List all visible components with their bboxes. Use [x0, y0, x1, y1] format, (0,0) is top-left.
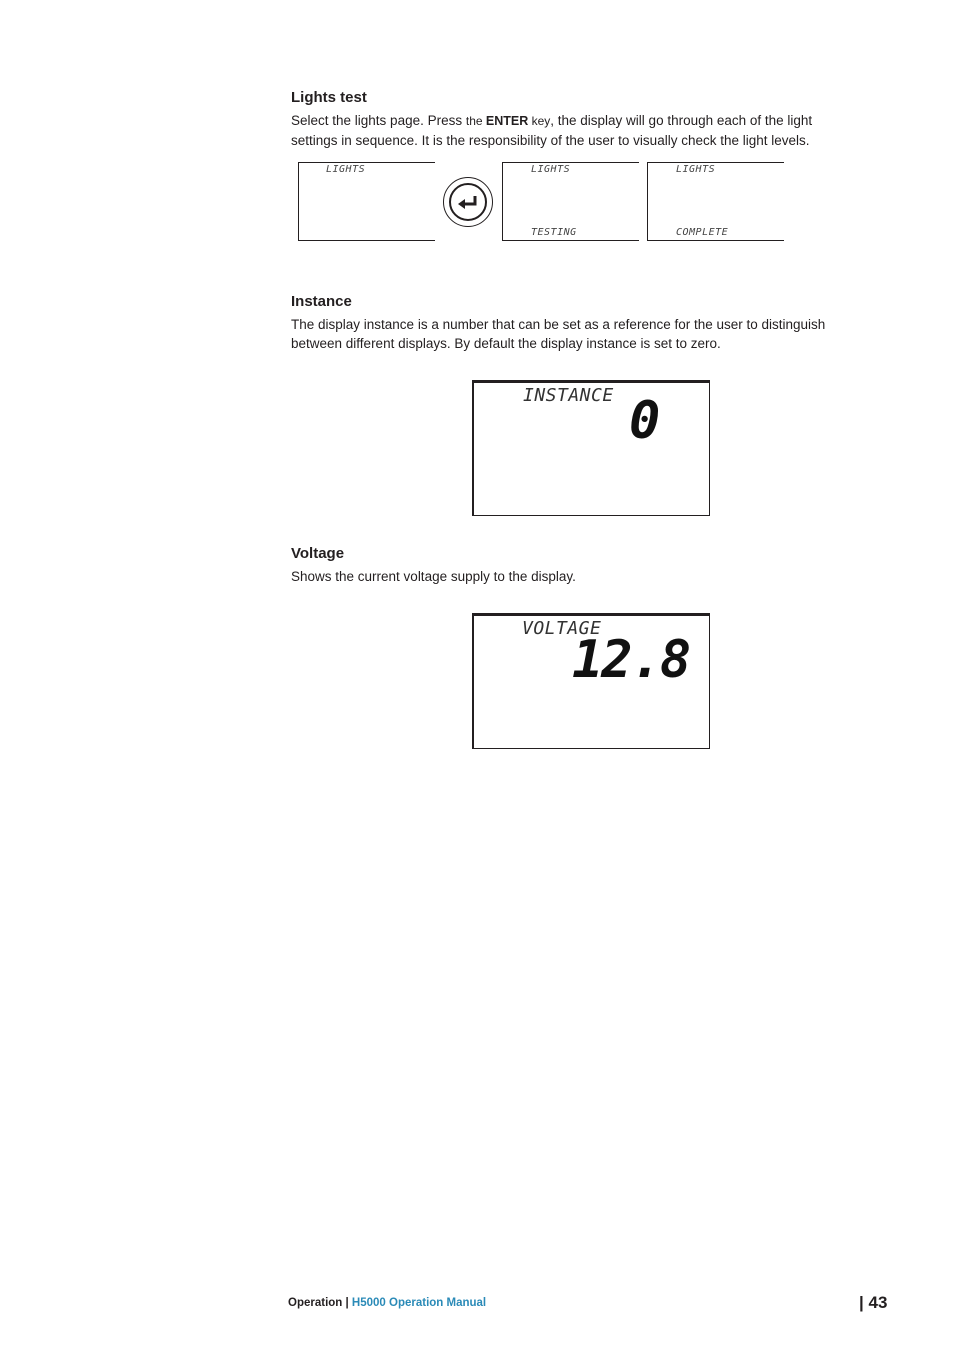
lcd-screen-lights: [298, 162, 435, 241]
page-footer: Operation | H5000 Operation Manual: [288, 1297, 487, 1309]
lights-test-heading: Lights test: [291, 89, 367, 106]
enter-arrow-icon: [455, 191, 483, 215]
lcd-screen-lights-complete: [647, 162, 784, 241]
page-number: | 43: [859, 1293, 888, 1312]
lcd-screen-instance: [472, 380, 710, 516]
lcd-value: 0: [629, 391, 661, 451]
instance-description: The display instance is a number that can be set as a reference for the user to distinguish between different displays. By default the display instance is set to zero.: [291, 317, 826, 351]
lcd-value: 12.8: [572, 630, 690, 690]
lcd-label: VOLTAGE: [522, 618, 602, 639]
enter-key-icon: [443, 177, 493, 227]
lcd-bottom-text: TESTING: [531, 227, 577, 238]
footer-section: Operation: [288, 1297, 343, 1309]
lights-test-description: Select the lights page. Press the ENTER key, the display will go through each of the light settings in sequence. It is the responsibility of the user to visually check the light levels.: [291, 113, 813, 148]
lcd-top-text: LIGHTS: [676, 164, 716, 175]
lcd-label: INSTANCE: [523, 385, 614, 406]
lcd-top-text: LIGHTS: [326, 164, 366, 175]
lcd-top-text: LIGHTS: [531, 164, 571, 175]
lcd-screen-voltage: [472, 613, 710, 749]
enter-key-label: ENTER: [485, 114, 529, 128]
footer-manual-title: H5000 Operation Manual: [351, 1297, 487, 1309]
instance-heading: Instance: [291, 293, 352, 310]
lcd-bottom-text: COMPLETE: [676, 227, 729, 238]
lcd-screen-lights-testing: [502, 162, 639, 241]
voltage-heading: Voltage: [291, 545, 345, 562]
voltage-description: Shows the current voltage supply to the display.: [291, 569, 576, 584]
